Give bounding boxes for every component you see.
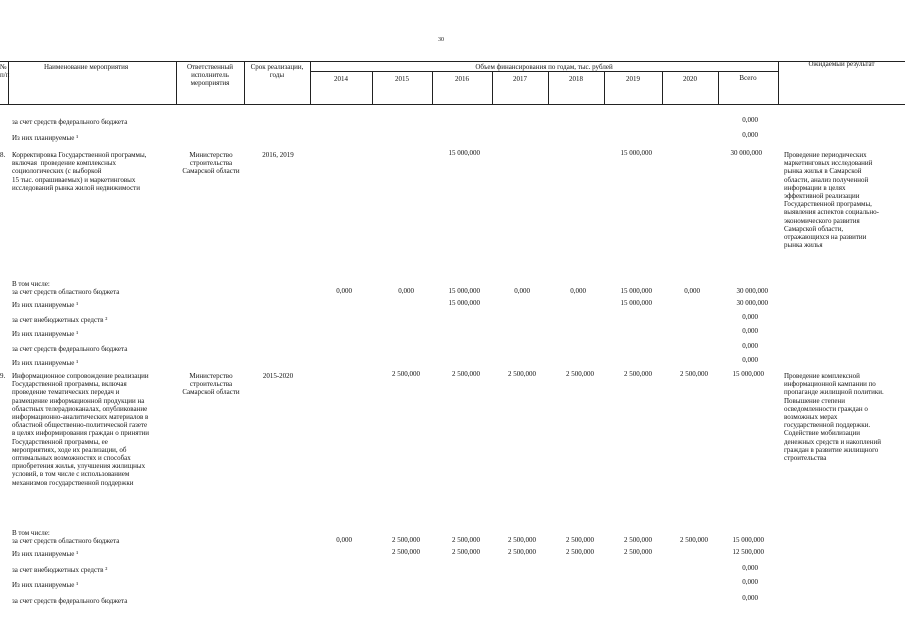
- row-y2015: 2 500,000: [392, 536, 420, 544]
- row-total: 0,000: [742, 342, 758, 350]
- year-2016: 2016: [455, 75, 469, 83]
- row-label: за счет средств федерального бюджета: [12, 345, 128, 353]
- row-y2019: 2 500,000: [624, 548, 652, 556]
- row-total: 0,000: [742, 327, 758, 335]
- row-y2019: 15 000,000: [620, 299, 652, 307]
- item-period: 2016, 2019: [262, 151, 294, 159]
- year-2020: 2020: [683, 75, 697, 83]
- item-number: 8.: [0, 151, 6, 159]
- item-result: Проведение комплексной информационной кампании по пропаганде жилищной политики. Повышение степени осведомленности граждан о возможных мерах государственной поддержки. Содействие мобилизации денежных средств и накоплений граждан в развитие жилищного строительства: [784, 372, 884, 463]
- header-result: Ожидаемый результат: [808, 60, 875, 68]
- item-period: 2015-2020: [262, 372, 294, 380]
- row-y2018: 2 500,000: [566, 548, 594, 556]
- item-executor: Министерство строительства Самарской области: [182, 372, 240, 397]
- row-y2019: 15 000,000: [620, 287, 652, 295]
- row-label: Из них планируемые ¹: [12, 550, 79, 558]
- row-y2018: 0,000: [570, 287, 586, 295]
- row-y2016: 2 500,000: [452, 548, 480, 556]
- row-y2015: 2 500,000: [392, 548, 420, 556]
- year-2019: 2019: [626, 75, 640, 83]
- row-label: за счет внебюджетных средств ²: [12, 566, 108, 574]
- row-total: 0,000: [742, 356, 758, 364]
- item-y2016: 15 000,000: [448, 149, 480, 157]
- row-y2016: 15 000,000: [448, 287, 480, 295]
- item-y2019: 2 500,000: [624, 370, 652, 378]
- row-total: 12 500,000: [732, 548, 764, 556]
- row-total: 15 000,000: [732, 536, 764, 544]
- year-2018: 2018: [569, 75, 583, 83]
- row-y2016: 15 000,000: [448, 299, 480, 307]
- item-number: 9.: [0, 372, 6, 380]
- item-y2017: 2 500,000: [508, 370, 536, 378]
- year-total: Всего: [739, 74, 757, 82]
- item-y2018: 2 500,000: [566, 370, 594, 378]
- header-top-rule: [0, 61, 905, 62]
- row-y2016: 2 500,000: [452, 536, 480, 544]
- header-num: № п/п: [0, 63, 10, 80]
- header-executor: Ответственный исполнитель мероприятия: [186, 63, 234, 88]
- row-y2017: 2 500,000: [508, 548, 536, 556]
- item-y2016: 2 500,000: [452, 370, 480, 378]
- item-y2015: 2 500,000: [392, 370, 420, 378]
- row-y2020: 0,000: [684, 287, 700, 295]
- header-name: Наименование мероприятия: [44, 63, 129, 71]
- row-total: 0,000: [742, 578, 758, 586]
- row-total: 0,000: [742, 116, 758, 124]
- row-label: за счет средств областного бюджета: [12, 537, 120, 545]
- row-label: Из них планируемые ¹: [12, 359, 79, 367]
- row-label: Из них планируемые ¹: [12, 330, 79, 338]
- row-y2017: 2 500,000: [508, 536, 536, 544]
- row-label: за счет средств федерального бюджета: [12, 597, 128, 605]
- item-name: Информационное сопровождение реализации Государственной программы, включая проведение тематических передач и размещение информационной продукции на областных телерадиоканалах, опубликование информационно-аналитических материалов в областной общественно-политической газете в целях информирования граждан о принятии Государственной программы, ее мероприятиях, ходе их реализации, об оптимальных возможностях и способах приобретения жилья, улучшения жилищных условий, в том числе с использованием механизмов государственной поддержки: [12, 372, 149, 487]
- header-period: Срок реализации, годы: [250, 63, 304, 80]
- year-2017: 2017: [513, 75, 527, 83]
- row-label: Из них планируемые ¹: [12, 301, 79, 309]
- including-label: В том числе:: [12, 529, 50, 537]
- page-number: 30: [438, 37, 444, 43]
- item-y2020: 2 500,000: [680, 370, 708, 378]
- row-y2014: 0,000: [336, 287, 352, 295]
- header-funding: Объем финансирования по годам, тыс. рублей: [475, 63, 613, 71]
- row-total: 0,000: [742, 313, 758, 321]
- row-label: Из них планируемые ¹: [12, 134, 79, 142]
- row-label: за счет внебюджетных средств ²: [12, 316, 108, 324]
- year-2015: 2015: [395, 75, 409, 83]
- item-y2019: 15 000,000: [620, 149, 652, 157]
- item-total: 30 000,000: [730, 149, 762, 157]
- year-2014: 2014: [334, 75, 348, 83]
- item-name: Корректировка Государственной программы, включая проведение комплексных социологических (с выборкой 15 тыс. опрашиваемых) и маркетинговых исследований рынка жилой недвижимости: [12, 151, 147, 192]
- item-total: 15 000,000: [732, 370, 764, 378]
- row-label: Из них планируемые ¹: [12, 581, 79, 589]
- row-y2014: 0,000: [336, 536, 352, 544]
- row-label: за счет средств федерального бюджета: [12, 118, 128, 126]
- row-total: 30 000,000: [736, 299, 768, 307]
- row-y2015: 0,000: [398, 287, 414, 295]
- row-y2018: 2 500,000: [566, 536, 594, 544]
- col-divider: [176, 61, 177, 105]
- row-label: за счет средств областного бюджета: [12, 288, 120, 296]
- row-y2019: 2 500,000: [624, 536, 652, 544]
- row-total: 30 000,000: [736, 287, 768, 295]
- item-executor: Министерство строительства Самарской области: [182, 151, 240, 176]
- including-label: В том числе:: [12, 280, 50, 288]
- item-result: Проведение периодических маркетинговых исследований рынка жилья в Самарской области, анализ полученной информации в целях эффективной реализации Государственной программы, выявления аспектов социально- экономического развития Самарской области, отражающихся на развитии рынка жилья: [784, 151, 879, 250]
- row-y2020: 2 500,000: [680, 536, 708, 544]
- row-total: 0,000: [742, 594, 758, 602]
- header-bottom-rule: [0, 104, 905, 105]
- row-total: 0,000: [742, 564, 758, 572]
- row-y2017: 0,000: [514, 287, 530, 295]
- row-total: 0,000: [742, 131, 758, 139]
